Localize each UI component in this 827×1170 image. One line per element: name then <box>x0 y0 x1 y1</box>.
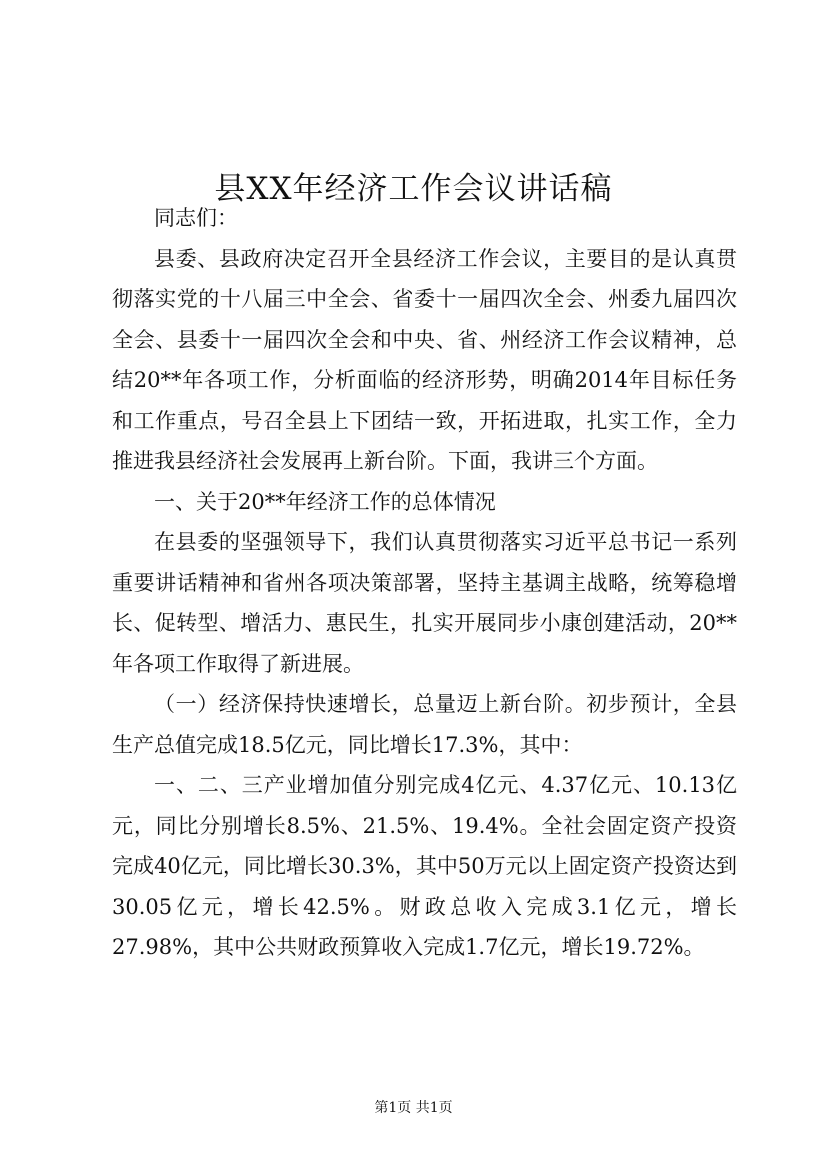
body-paragraph: 一、二、三产业增加值分别完成4亿元、4.37亿元、10.13亿元，同比分别增长8.5%、21.5%、19.4%。全社会固定资产投资完成40亿元，同比增长30.3%，其中50万元以上固定资产投资达到30.05亿元，增长42.5%。财政总收入完成3.1亿元，增长27.98%，其中公共财政预算收入完成1.7亿元，增长19.72%。 <box>112 773 737 959</box>
salutation-paragraph: 同志们： <box>154 206 238 230</box>
section-heading: 一、关于20**年经济工作的总体情况 <box>154 489 496 514</box>
body-paragraph: 在县委的坚强领导下，我们认真贯彻落实习近平总书记一系列重要讲话精神和省州各项决策部署，坚持主基调主战略，统筹稳增长、促转型、增活力、惠民生，扎实开展同步小康创建活动，20**年各项工作取得了新进展。 <box>112 530 737 676</box>
document-body <box>112 198 737 968</box>
page-footer: 第1页 共1页 <box>374 1100 453 1116</box>
intro-paragraph: 县委、县政府决定召开全县经济工作会议，主要目的是认真贯彻落实党的十八届三中全会、省委十一届四次全会、州委九届四次全会、县委十一届四次全会和中央、省、州经济工作会议精神，总结20**年各项工作，分析面临的经济形势，明确2014年目标任务和工作重点，号召全县上下团结一致，开拓进取，扎实工作，全力推进我县经济社会发展再上新台阶。下面，我讲三个方面。 <box>112 246 737 473</box>
document-title: 县XX年经济工作会议讲话稿 <box>214 170 613 207</box>
subsection-paragraph: （一）经济保持快速增长，总量迈上新台阶。初步预计，全县生产总值完成18.5亿元，同比增长17.3%，其中： <box>112 692 737 757</box>
